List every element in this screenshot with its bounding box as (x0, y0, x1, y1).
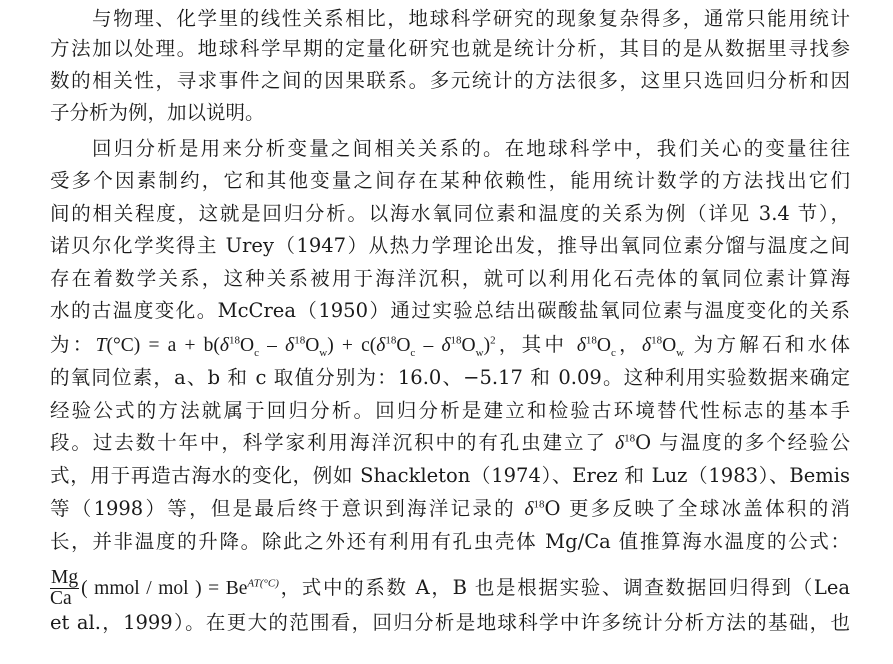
paragraph-2-line-3: 间的相关程度，这就是回归分析。以海水氧同位素和温度的关系为例（详见 3.4 节）， (50, 202, 850, 225)
paragraph-2-last-line: et al.，1999）。在更大的范围看，回归分析是地球科学中许多统计分析方法的基础，也 (50, 611, 850, 634)
delta-o18-line-2: 等（1998）等，但是最后终于意识到海洋记录的 $\delta^{18}O$ 更多反映了全球冰盖体积的消 (50, 497, 850, 520)
paragraph-1-line-1: 与物理、化学里的线性关系相比，地球科学研究的现象复杂得多，通常只能用统计 (92, 7, 850, 30)
paragraph-2-line-1: 回归分析是用来分析变量之间相关关系的。在地球科学中，我们关心的变量往往 (92, 137, 850, 160)
mgca-formula-line: $\frac{Mg}{Ca}$ ( mmol / mol ) = $Be^{AT(^\circ C)}$，式中的系数 A，B 也是根据实验、调查数据回归得到（Lea (50, 567, 850, 609)
paragraph-2-line-4: 诺贝尔化学奖得主 Urey（1947）从热力学理论出发，推导出氧同位素分馏与温度之间 (50, 234, 850, 257)
paragraph-2-line-6: 水的古温度变化。McCrea（1950）通过实验总结出碳酸盐氧同位素与温度变化的关系 (50, 299, 850, 322)
paragraph-1-line-4: 子分析为例，加以说明。 (50, 101, 265, 124)
paragraph-2-line-13: 长，并非温度的升降。除此之外还有利用有孔虫壳体 Mg/Ca 值推算海水温度的公式： (50, 530, 850, 553)
paragraph-2-line-8: 的氧同位素，a、b 和 c 取值分别为：16.0、−5.17 和 0.09。这种利用实验数据来确定 (50, 366, 850, 389)
temperature-formula-line: 为：$T(^\circ C) = a + b(\delta^{18}O_c - \delta^{18}O_w) + c(\delta^{18}O_c - \delta^{18}O_w)^2$，其中 $\delta^{18}O_c$，$\delta^{18}O_w$ 为方解石和水体 (50, 333, 850, 359)
paragraph-2-line-9: 经验公式的方法就属于回归分析。回归分析是建立和检验古环境替代性标志的基本手 (50, 399, 850, 422)
paragraph-2-line-5: 存在着数学关系，这种关系被用于海洋沉积，就可以利用化石壳体的氧同位素计算海 (50, 267, 850, 290)
paragraph-2-line-2: 受多个因素制约，它和其他变量之间存在某种依赖性，能用统计数学的方法找出它们 (50, 169, 850, 192)
formula-variable-t: T (95, 335, 107, 356)
paragraph-2-line-11: 式，用于再造古海水的变化，例如 Shackleton（1974）、Erez 和 Luz（1983）、Bemis (50, 464, 850, 487)
delta-o18-line-1: 段。过去数十年中，科学家利用海洋沉积中的有孔虫建立了 $\delta^{18}O$ 与温度的多个经验公 (50, 431, 850, 454)
paragraph-1-line-2: 方法加以处理。地球科学早期的定量化研究也就是统计分析，其目的是从数据里寻找参 (50, 37, 850, 60)
mgca-fraction: $\frac{Mg}{Ca}$ (50, 567, 79, 609)
paragraph-1-line-3: 数的相关性，寻求事件之间的因果联系。多元统计的方法很多，这里只选回归分析和因 (50, 69, 850, 92)
